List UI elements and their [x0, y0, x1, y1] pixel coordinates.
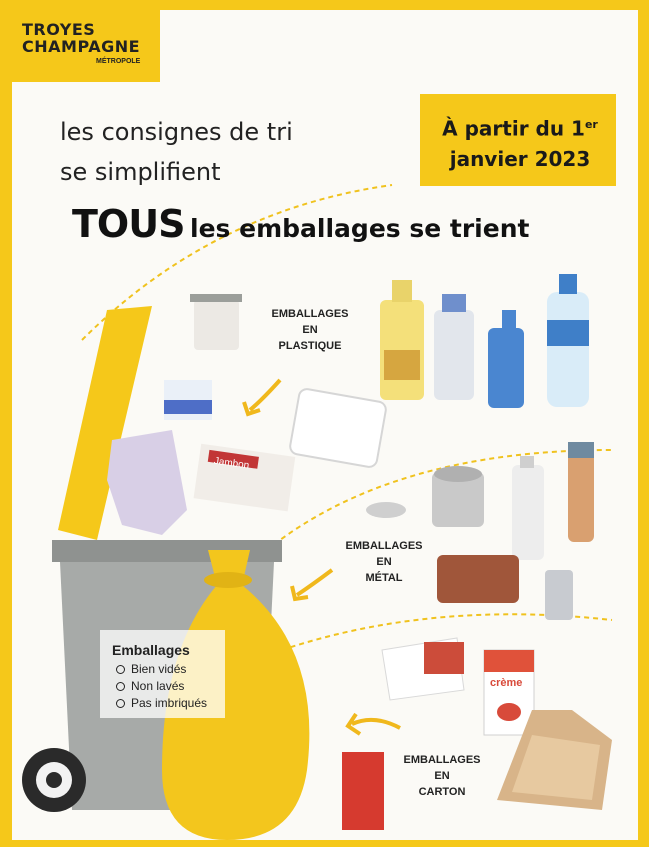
panel-item-label: Bien vidés — [131, 662, 187, 676]
headline-line-2: se simplifient — [60, 158, 221, 186]
milk-bottle — [434, 310, 474, 400]
headline-intro — [60, 112, 293, 192]
drink-can — [545, 570, 573, 620]
circle-icon — [116, 665, 125, 674]
food-tray-metal — [437, 555, 519, 603]
ham-pack — [194, 444, 296, 512]
headline-line-1: les consignes de tri — [60, 118, 293, 146]
date-text — [430, 110, 610, 174]
label-carton-line-2: EN — [434, 770, 450, 782]
label-metal-line-2: EN — [376, 556, 392, 568]
date-line-1: À partir du 1 — [442, 116, 585, 141]
metal-lid — [366, 502, 406, 518]
water-bottle — [547, 292, 589, 407]
label-plastic — [258, 306, 362, 354]
headline-bold-word: TOUS — [72, 202, 185, 246]
circle-icon — [116, 682, 125, 691]
arrow-carton-icon — [352, 720, 400, 728]
juice-carton — [342, 752, 384, 830]
headline-main — [72, 202, 529, 246]
cleaner-bottle — [488, 328, 524, 408]
bin-lid-handle — [112, 310, 147, 326]
circle-icon — [116, 699, 125, 708]
logo-line-3: MÉTROPOLE — [96, 58, 141, 65]
flyer-inner — [12, 10, 638, 840]
date-banner — [420, 94, 616, 186]
logo-line-1: TROYES — [22, 20, 96, 39]
panel-item-label: Pas imbriqués — [131, 696, 208, 710]
plastic-bag-item — [107, 430, 187, 535]
label-metal-line-3: MÉTAL — [365, 572, 403, 584]
cream-carton-label: crème — [490, 677, 523, 689]
label-carton — [390, 752, 494, 800]
brand-logo — [12, 10, 160, 82]
plastic-tray — [289, 388, 387, 468]
panel-item — [116, 662, 186, 676]
panel-item — [116, 696, 207, 710]
arrow-metal-icon — [297, 570, 332, 595]
date-superscript: er — [584, 118, 598, 131]
logo-line-2: CHAMPAGNE — [22, 37, 141, 56]
label-plastic-line-3: PLASTIQUE — [278, 340, 342, 352]
label-carton-line-3: CARTON — [418, 786, 466, 798]
headline-rest: les emballages se trient — [190, 214, 530, 243]
panel-title: Emballages — [112, 642, 190, 658]
label-metal-line-1: EMBALLAGES — [345, 540, 423, 552]
label-carton-line-1: EMBALLAGES — [403, 754, 481, 766]
label-plastic-line-1: EMBALLAGES — [271, 308, 349, 320]
arrow-plastic-icon — [250, 380, 280, 410]
aerosol-can — [512, 465, 544, 560]
label-metal — [332, 538, 436, 586]
ham-pack-label: Jambon — [213, 455, 250, 472]
yogurt-pot — [194, 300, 239, 350]
label-plastic-line-2: EN — [302, 324, 318, 336]
date-line-2: janvier 2023 — [449, 146, 591, 171]
panel-item — [116, 679, 184, 693]
info-panel — [100, 630, 225, 718]
panel-item-label: Non lavés — [131, 679, 185, 693]
